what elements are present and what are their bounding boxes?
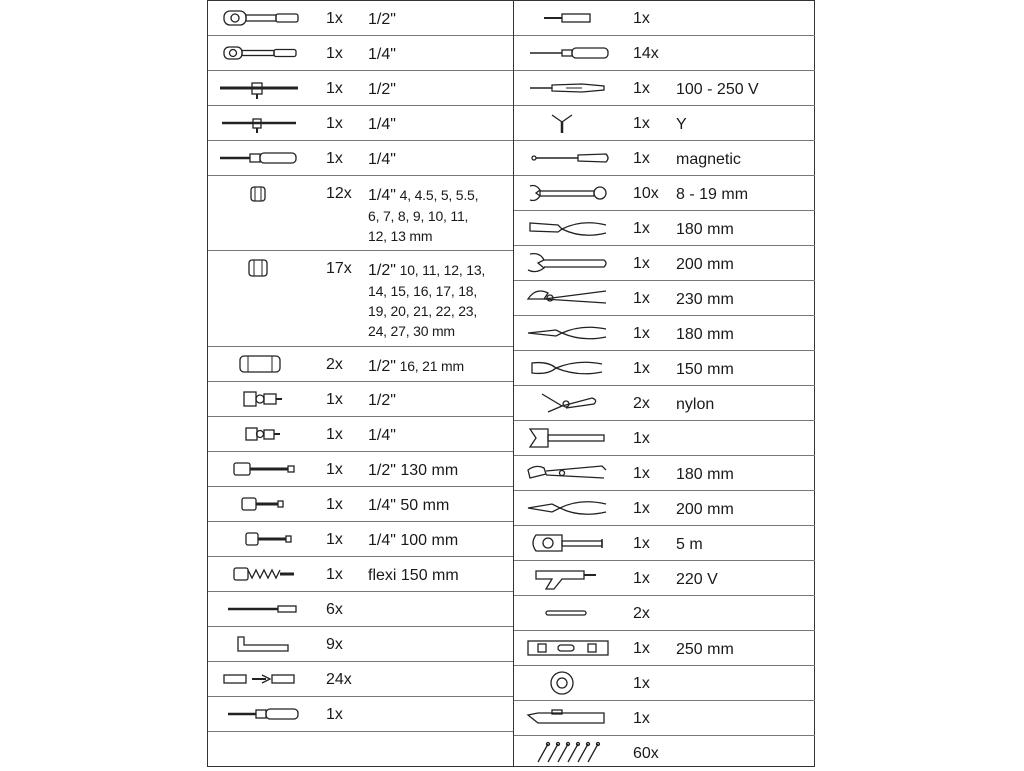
item-description xyxy=(368,391,396,411)
spirit-level-icon xyxy=(522,635,612,661)
list-item xyxy=(514,141,815,176)
list-item xyxy=(514,1,815,36)
side-cutter-icon xyxy=(522,355,612,381)
item-size: 200 mm xyxy=(676,501,734,518)
item-description xyxy=(676,290,734,310)
glue-stick-icon xyxy=(522,600,612,626)
socket-icon xyxy=(214,255,304,281)
hammer-icon xyxy=(522,425,612,451)
list-item xyxy=(514,456,815,491)
universal-joint-icon xyxy=(214,386,304,412)
item-size: 5 m xyxy=(676,536,703,553)
item-description xyxy=(368,566,459,586)
spring-clamp-icon xyxy=(522,390,612,416)
extension-bar-medium-icon xyxy=(214,526,304,552)
item-quantity: 1x xyxy=(326,80,343,97)
list-item xyxy=(208,627,513,662)
item-size: 1/2" xyxy=(368,81,396,98)
insulating-tape-icon xyxy=(522,670,612,696)
list-item xyxy=(514,491,815,526)
item-size: 1/4" xyxy=(368,187,396,204)
item-quantity: 1x xyxy=(633,80,650,97)
item-size: 1/2" 130 mm xyxy=(368,462,459,479)
item-size-range-line: 14, 15, 16, 17, 18, xyxy=(368,283,478,299)
item-description xyxy=(368,185,478,246)
item-description xyxy=(368,496,449,516)
item-size: flexi 150 mm xyxy=(368,567,459,584)
item-description xyxy=(676,325,734,345)
list-item xyxy=(208,452,513,487)
item-quantity: 1x xyxy=(326,566,343,583)
item-quantity: 1x xyxy=(633,10,650,27)
item-quantity: 14x xyxy=(633,45,659,62)
item-description xyxy=(676,640,734,660)
right-column xyxy=(513,1,815,766)
item-description xyxy=(676,570,718,590)
list-item xyxy=(208,251,513,347)
hex-key-icon xyxy=(214,631,304,657)
item-size: 1/2" xyxy=(368,11,396,28)
item-size: 220 V xyxy=(676,571,718,588)
list-item xyxy=(514,526,815,561)
item-description xyxy=(368,356,464,377)
item-size-range-line: 6, 7, 8, 9, 10, 11, xyxy=(368,208,469,224)
list-item xyxy=(208,347,513,382)
item-description xyxy=(676,465,734,485)
item-size: 8 - 19 mm xyxy=(676,186,749,203)
item-quantity: 1x xyxy=(633,290,650,307)
item-description xyxy=(368,461,458,481)
item-quantity: 1x xyxy=(633,360,650,377)
bit-holder-screwdriver-icon xyxy=(214,701,304,727)
list-item xyxy=(514,176,815,211)
item-quantity: 1x xyxy=(326,10,343,27)
item-size: 100 - 250 V xyxy=(676,81,759,98)
list-item xyxy=(514,246,815,281)
item-quantity: 1x xyxy=(326,115,343,132)
item-quantity: 1x xyxy=(326,706,343,723)
glue-gun-icon xyxy=(522,565,612,591)
combination-pliers-icon xyxy=(522,215,612,241)
item-quantity: 1x xyxy=(633,465,650,482)
list-item xyxy=(514,71,815,106)
list-item xyxy=(514,421,815,456)
list-item xyxy=(514,36,815,71)
item-size-range: 10, 11, 12, 13, xyxy=(395,262,486,278)
item-description xyxy=(676,535,703,555)
item-description xyxy=(676,150,741,170)
item-quantity: 10x xyxy=(633,185,659,202)
item-quantity: 6x xyxy=(326,601,343,618)
item-size: nylon xyxy=(676,396,715,413)
list-item xyxy=(514,631,815,666)
cable-clips-icon xyxy=(522,740,612,766)
screwdriver-bits-icon xyxy=(214,666,304,692)
item-size: 250 mm xyxy=(676,641,734,658)
long-nose-pliers-icon xyxy=(522,320,612,346)
tool-set-contents-sheet xyxy=(207,0,815,767)
y-wrench-icon xyxy=(522,110,612,136)
item-size-range-line: 12, 13 mm xyxy=(368,228,433,244)
list-item xyxy=(514,596,815,631)
item-size: Y xyxy=(676,116,687,133)
voltage-tester-icon xyxy=(522,75,612,101)
item-description xyxy=(676,395,714,415)
magnetic-pickup-icon xyxy=(522,145,612,171)
item-quantity: 60x xyxy=(633,745,659,762)
item-size: 1/4" xyxy=(368,46,396,63)
item-description xyxy=(676,500,734,520)
list-item xyxy=(208,592,513,627)
list-item xyxy=(208,382,513,417)
utility-knife-icon xyxy=(522,705,612,731)
item-size: 180 mm xyxy=(676,326,734,343)
item-quantity: 1x xyxy=(326,391,343,408)
item-quantity: 12x xyxy=(326,185,352,202)
item-size: 230 mm xyxy=(676,291,734,308)
list-item xyxy=(514,386,815,421)
item-size-range: 4, 4.5, 5, 5.5, xyxy=(395,187,479,203)
adjustable-wrench-icon xyxy=(522,250,612,276)
combination-wrench-icon xyxy=(522,180,612,206)
item-description xyxy=(368,10,396,30)
ratchet-handle-small-icon xyxy=(214,40,304,66)
list-item xyxy=(208,106,513,141)
item-size: 1/2" xyxy=(368,392,396,409)
item-quantity: 1x xyxy=(633,675,650,692)
item-size-range-line: 19, 20, 21, 22, 23, xyxy=(368,303,478,319)
extension-bar-icon xyxy=(214,456,304,482)
item-description xyxy=(368,115,396,135)
item-quantity: 1x xyxy=(326,426,343,443)
left-column xyxy=(208,1,513,766)
list-item xyxy=(514,351,815,386)
list-item xyxy=(208,417,513,452)
item-description xyxy=(368,80,396,100)
locking-pliers-icon xyxy=(522,460,612,486)
list-item xyxy=(514,211,815,246)
tape-measure-icon xyxy=(522,530,612,556)
item-size: 150 mm xyxy=(676,361,734,378)
list-item xyxy=(514,316,815,351)
list-item xyxy=(208,557,513,592)
item-description xyxy=(368,260,485,341)
list-item xyxy=(514,701,815,736)
item-description xyxy=(368,426,396,446)
t-bar-handle-small-icon xyxy=(214,110,304,136)
item-quantity: 1x xyxy=(633,255,650,272)
item-size: 1/4" 50 mm xyxy=(368,497,450,514)
item-size: 1/2" xyxy=(368,358,396,375)
item-size: 1/2" xyxy=(368,262,396,279)
item-quantity: 1x xyxy=(326,461,343,478)
item-description xyxy=(676,185,748,205)
list-item xyxy=(208,697,513,732)
item-quantity: 1x xyxy=(633,115,650,132)
precision-screwdriver-icon xyxy=(522,40,612,66)
item-quantity: 9x xyxy=(326,636,343,653)
item-size-range-line: 24, 27, 30 mm xyxy=(368,323,455,339)
list-item xyxy=(208,141,513,176)
item-quantity: 1x xyxy=(326,150,343,167)
list-item xyxy=(208,522,513,557)
bit-adapter-icon xyxy=(522,5,612,31)
item-quantity: 2x xyxy=(633,395,650,412)
item-size: 1/4" xyxy=(368,151,396,168)
list-item xyxy=(208,487,513,522)
water-pump-pliers-icon xyxy=(522,285,612,311)
item-description xyxy=(676,80,759,100)
item-quantity: 1x xyxy=(633,500,650,517)
item-description xyxy=(368,531,458,551)
item-size: 1/4" 100 mm xyxy=(368,532,459,549)
extension-bar-short-icon xyxy=(214,491,304,517)
t-bar-handle-icon xyxy=(214,75,304,101)
item-size: 200 mm xyxy=(676,256,734,273)
ratchet-handle-icon xyxy=(214,5,304,31)
list-item xyxy=(208,176,513,251)
item-size: 180 mm xyxy=(676,221,734,238)
flexible-extension-icon xyxy=(214,561,304,587)
item-quantity: 1x xyxy=(633,150,650,167)
list-item xyxy=(514,106,815,141)
spinner-handle-icon xyxy=(214,145,304,171)
item-quantity: 1x xyxy=(633,640,650,657)
item-size: 1/4" xyxy=(368,116,396,133)
item-quantity: 1x xyxy=(633,535,650,552)
item-description xyxy=(676,115,687,135)
list-item xyxy=(514,281,815,316)
item-quantity: 1x xyxy=(326,45,343,62)
item-description xyxy=(676,220,734,240)
list-item xyxy=(514,736,815,771)
item-quantity: 1x xyxy=(326,496,343,513)
item-quantity: 1x xyxy=(326,531,343,548)
item-size: magnetic xyxy=(676,151,741,168)
bit-extension-icon xyxy=(214,596,304,622)
item-size-range: 16, 21 mm xyxy=(395,358,464,374)
list-item xyxy=(208,1,513,36)
item-description xyxy=(368,45,396,65)
list-item xyxy=(514,666,815,701)
list-item xyxy=(208,662,513,697)
item-quantity: 1x xyxy=(633,430,650,447)
item-description xyxy=(368,150,396,170)
item-quantity: 2x xyxy=(633,605,650,622)
socket-small-icon xyxy=(214,180,304,206)
item-quantity: 24x xyxy=(326,671,352,688)
item-quantity: 1x xyxy=(633,570,650,587)
item-quantity: 1x xyxy=(633,220,650,237)
item-quantity: 1x xyxy=(633,710,650,727)
item-description xyxy=(676,255,734,275)
item-quantity: 2x xyxy=(326,356,343,373)
item-quantity: 1x xyxy=(633,325,650,342)
list-item xyxy=(514,561,815,596)
list-item xyxy=(208,732,513,769)
item-size: 1/4" xyxy=(368,427,396,444)
list-item xyxy=(208,36,513,71)
item-description xyxy=(676,360,734,380)
universal-joint-small-icon xyxy=(214,421,304,447)
item-size: 180 mm xyxy=(676,466,734,483)
list-item xyxy=(208,71,513,106)
spark-plug-socket-icon xyxy=(214,351,304,377)
item-quantity: 17x xyxy=(326,260,352,277)
wire-stripper-icon xyxy=(522,495,612,521)
